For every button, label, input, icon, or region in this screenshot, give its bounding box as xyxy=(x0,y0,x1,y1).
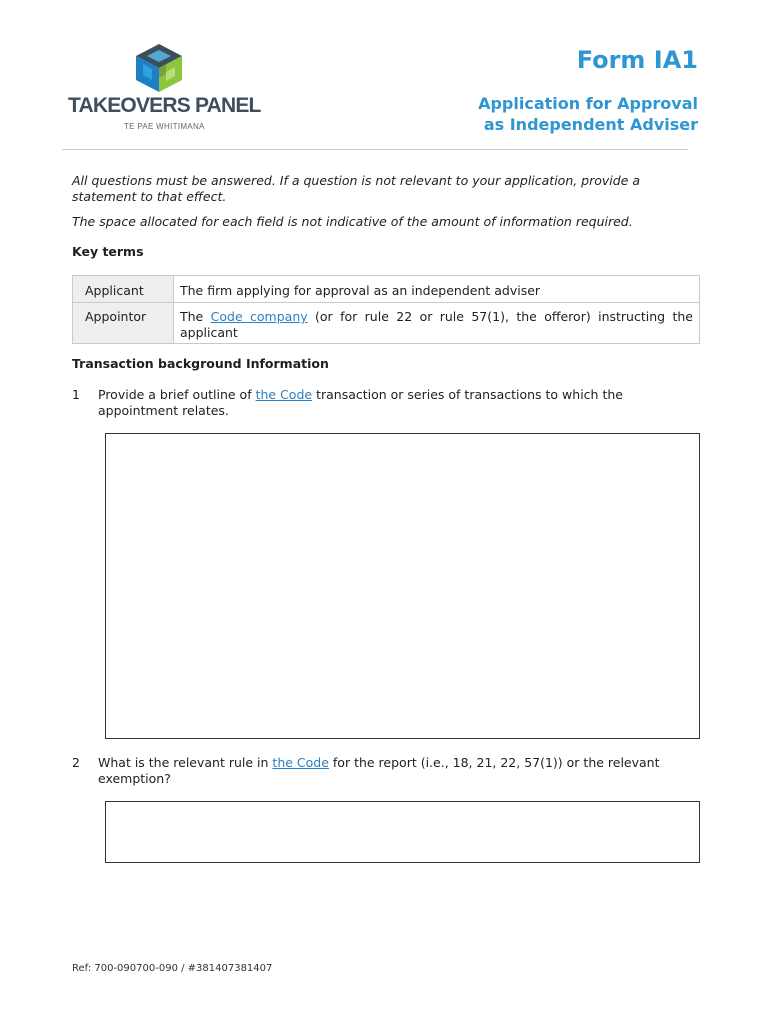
question-text-part: transaction or series of transactions to which the appointment relates. xyxy=(98,387,623,418)
definition-text: (or for rule 22 or rule 57(1), the offeror) instructing the applicant xyxy=(180,309,693,340)
question-number: 1 xyxy=(72,387,80,402)
definition-cell xyxy=(174,303,700,344)
question-number: 2 xyxy=(72,755,80,770)
answer-field-2[interactable] xyxy=(105,801,700,863)
form-title-line-2: as Independent Adviser xyxy=(483,115,698,134)
key-terms-heading: Key terms xyxy=(72,244,144,259)
instruction-line-1: All questions must be answered. If a question is not relevant to your application, provide a statement to that effect. xyxy=(72,173,641,204)
logo-subtitle: TE PAE WHITIMANA xyxy=(124,122,205,131)
term-cell: Applicant xyxy=(73,276,174,303)
section-heading: Transaction background Information xyxy=(72,356,329,371)
form-title xyxy=(478,93,698,135)
key-terms-table xyxy=(72,275,700,344)
footer-ref: Ref: 700-090700-090 / #381407381407 xyxy=(72,963,273,974)
the-code-link[interactable]: the Code xyxy=(272,755,329,770)
definition-text: The xyxy=(180,309,204,324)
question-2 xyxy=(72,755,697,787)
question-text-part: for the report (i.e., 18, 21, 22, 57(1)) or the relevant exemption? xyxy=(98,755,660,786)
answer-field-1[interactable] xyxy=(105,433,700,739)
cube-logo-icon xyxy=(136,44,182,92)
question-text xyxy=(98,387,697,419)
form-title-line-1: Application for Approval xyxy=(478,94,698,113)
takeovers-panel-logo xyxy=(68,44,261,134)
the-code-link[interactable]: the Code xyxy=(255,387,313,402)
question-text-part: What is the relevant rule in xyxy=(98,755,269,770)
table-row xyxy=(73,276,700,303)
term-cell: Appointor xyxy=(73,303,174,344)
instruction-line-2: The space allocated for each field is not indicative of the amount of information required. xyxy=(72,214,633,229)
question-1 xyxy=(72,387,697,419)
table-row xyxy=(73,303,700,344)
code-company-link[interactable]: Code company xyxy=(210,309,308,324)
form-id: Form IA1 xyxy=(576,46,698,74)
logo-name: TAKEOVERS PANEL xyxy=(68,94,261,117)
question-text xyxy=(98,755,697,787)
question-text-part: Provide a brief outline of xyxy=(98,387,252,402)
header-divider xyxy=(62,149,688,150)
definition-cell: The firm applying for approval as an independent adviser xyxy=(174,276,700,303)
instructions xyxy=(72,173,697,239)
